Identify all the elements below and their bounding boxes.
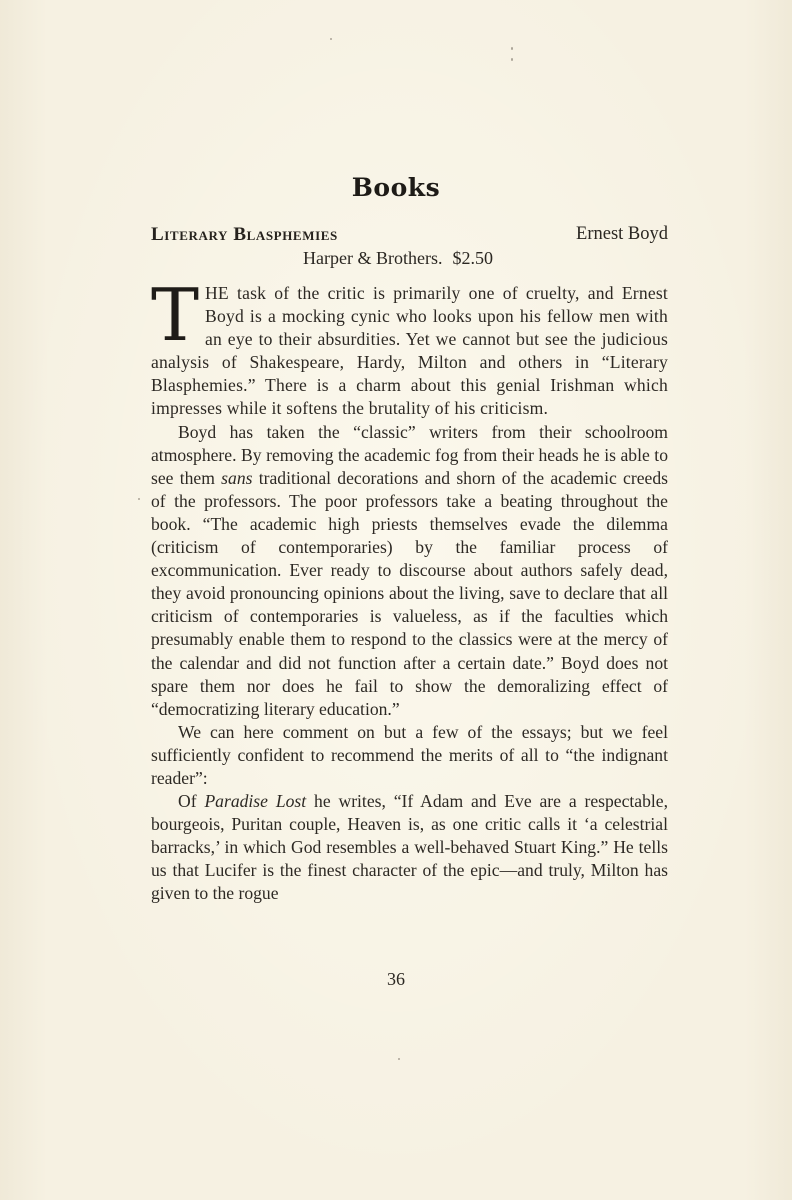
paper-speck xyxy=(398,1058,400,1060)
paragraph-text: Boyd has taken the “classic” writers from their schoolroom atmosphere. By removing the academic fog from their heads he is able to see them xyxy=(151,421,668,488)
paper-speck xyxy=(511,47,513,50)
book-price: $2.50 xyxy=(452,248,493,268)
review-paragraph xyxy=(151,421,668,721)
paragraph-text: We can here comment on but a few of the essays; but we feel sufficiently confident to recommend the merits of all to “the indignant reader”: xyxy=(151,721,668,788)
paragraph-text: he writes, “If Adam and Eve are a respectable, bourgeois, Puritan couple, Heaven is, as one critic calls it ‘a celestrial barracks,’ in which God resembles a well-behaved Stuart King.” He tells us that Lucifer is the finest character of the epic—and truly, Milton has given to the rogue xyxy=(151,791,669,904)
review-paragraph xyxy=(151,273,668,421)
section-title: Books xyxy=(351,173,441,202)
book-author: Ernest Boyd xyxy=(576,224,668,244)
paper-speck xyxy=(511,58,513,61)
book-publisher-line xyxy=(303,248,493,269)
book-title: Literary Blasphemies xyxy=(151,224,338,245)
review-body xyxy=(151,273,669,906)
paper-speck xyxy=(138,498,140,500)
drop-cap: T xyxy=(151,273,200,357)
paper-speck xyxy=(330,38,332,40)
paragraph-text: traditional decorations and shorn of the academic creeds of the professors. The poor professors take a beating throughout the book. “The academic high priests themselves evade the dilemma (criticism of contemporaries) by the familiar process of excommunication. Ever ready to discourse about authors safely dead, they avoid pronouncing opinions about the living, save to declare that all criticism of contemporaries is valueless, as if the faculties which presumably enable them to respond to the classics were at the mercy of the calendar and did not function after a certain date.” Boyd does not spare them nor does he fail to show the demoralizing effect of “democratizing literary education.” xyxy=(151,467,668,719)
book-publisher: Harper & Brothers. xyxy=(303,248,443,268)
italic-term: sans xyxy=(221,467,253,488)
page-number: 36 xyxy=(387,969,405,989)
paragraph-text: HE task of the critic is primarily one of cruelty, and Ernest Boyd is a mocking cynic who looks upon his fellow men with an eye to their absurdities. Yet we cannot but see the judicious analysis of Shakespeare, Hardy, Milton and others in “Literary Blasphemies.” There is a charm about this genial Irishman which impresses while it softens the brutality of his criticism. xyxy=(151,283,668,419)
review-paragraph xyxy=(151,721,668,790)
italic-title: Paradise Lost xyxy=(204,791,307,812)
review-paragraph xyxy=(151,790,668,905)
paragraph-text: Of xyxy=(178,791,205,812)
